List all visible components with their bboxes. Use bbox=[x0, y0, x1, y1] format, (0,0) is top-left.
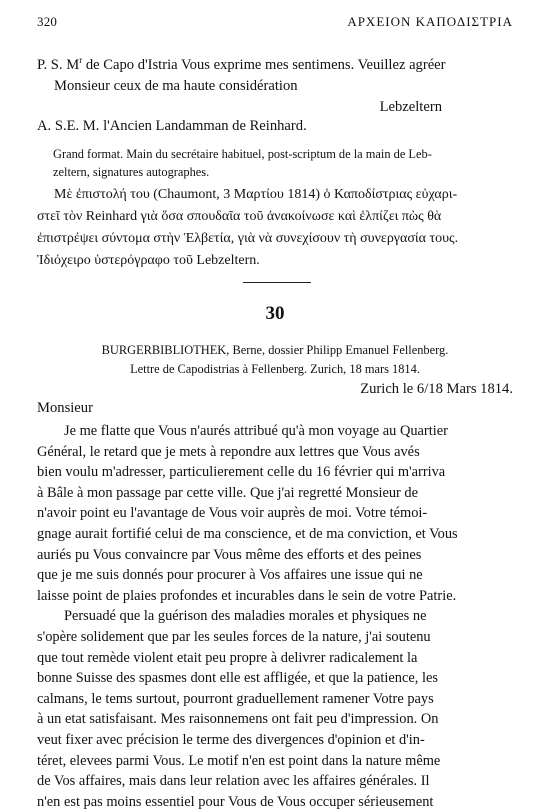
section-divider bbox=[243, 282, 311, 283]
running-header bbox=[37, 14, 513, 30]
addressee-line: A. S.E. M. l'Ancien Landamman de Reinhard. bbox=[37, 118, 307, 134]
page-number: 320 bbox=[37, 14, 58, 29]
body-line: à un etat satisfaisant. Mes raisonnemens ont fait peu d'impression. On bbox=[37, 711, 439, 728]
signature: Lebzeltern bbox=[379, 98, 442, 115]
body-line: s'opère solidement que par les seules forces de la nature, j'ai soutenu bbox=[37, 628, 431, 645]
postscript-line: Monsieur ceux de ma haute considération bbox=[54, 77, 298, 94]
greek-line: ἐπιστρέψει σύντομα στὴν Ἑλβετία, γιὰ νὰ συνεχίσουν τὴ συνεργασία τους. bbox=[37, 231, 459, 246]
greek-line: Ἰδιόχειρο ὑστερόγραφο τοῦ Lebzeltern. bbox=[37, 253, 260, 268]
body-line: laisse point de plaies profondes et incurables dans le sein de votre Patrie. bbox=[37, 587, 457, 604]
body-line: que tout remède violent etait peu propre à delivrer radicalement la bbox=[37, 649, 418, 666]
greek-line: Μὲ ἐπιστολή του (Chaumont, 3 Μαρτίου 1814) ὁ Καποδίστριας εὐχαρι- bbox=[54, 187, 458, 202]
note-line: zeltern, signatures autographes. bbox=[53, 165, 210, 179]
body-line: de Vos affaires, mais dans leur relation avec les affaires générales. Il bbox=[37, 773, 430, 790]
document-number: 30 bbox=[265, 303, 285, 324]
postscript-line: P. S. $M^r$ de Capo d'Istria Vous exprime mes sentimens. Veuillez agréer bbox=[37, 55, 446, 73]
body-line: bien voulu m'adresser, particulierement celle du 16 février qui m'arriva bbox=[37, 464, 446, 481]
source-reference bbox=[0, 341, 550, 379]
postscript bbox=[37, 50, 520, 118]
source-line: Lettre de Capodistrias à Fellenberg. Zurich, 18 mars 1814. bbox=[130, 362, 420, 376]
salutation: Monsieur bbox=[37, 400, 93, 416]
body-line: que je me suis donnés pour procurer à Vos affaires une issue qui ne bbox=[37, 567, 423, 584]
body-line: à Bâle à mon passage par cette ville. Que j'ai regretté Monsieur de bbox=[37, 484, 418, 501]
letter-date: Zurich le 6/18 Mars 1814. bbox=[360, 381, 513, 397]
body-line: gnage aurait fortifié celui de ma conscience, et de ma conviction, et Vous bbox=[37, 525, 458, 542]
greek-summary bbox=[37, 184, 520, 272]
source-line: BURGERBIBLIOTHEK, Berne, dossier Philipp Emanuel Fellenberg. bbox=[101, 343, 449, 357]
letter-body bbox=[37, 421, 520, 812]
body-line: auriés pu Vous convaincre par Vous même des efforts et des peines bbox=[37, 546, 422, 563]
body-line: Je me flatte que Vous n'aurés attribué qu'à mon voyage au Quartier bbox=[64, 423, 448, 439]
body-line: veut fixer avec précision le terme des divergences d'opinion et d'in- bbox=[37, 731, 425, 748]
body-line: téret, elevees parmi Vous. Le motif n'en est point dans la nature même bbox=[37, 752, 441, 769]
body-line: Général, le retard que je mets à repondre aux lettres que Vous avés bbox=[37, 443, 420, 460]
body-line: n'en est pas moins essentiel pour Vous de Vous occuper sérieusement bbox=[37, 793, 434, 810]
note-line: Grand format. Main du secrétaire habituel, post-scriptum de la main de Leb- bbox=[53, 147, 432, 161]
body-line: Persuadé que la guérison des maladies morales et physiques ne bbox=[64, 608, 427, 625]
running-title: ΑΡΧΕΙΟΝ ΚΑΠΟΔΙΣΤΡΙΑ bbox=[347, 14, 513, 29]
archival-note bbox=[37, 145, 520, 181]
body-line: calmans, le tems surtout, pourront graduellement ramener Votre pays bbox=[37, 690, 434, 707]
body-line: bonne Suisse des spasmes dont elle est affligée, et que la patience, les bbox=[37, 670, 438, 687]
greek-line: στεῖ τὸν Reinhard γιὰ ὅσα σπουδαῖα τοῦ ἀνακοίνωσε καὶ ἐλπίζει πὼς θὰ bbox=[37, 209, 442, 224]
body-line: n'avoir point eu l'avantage de Vous voir auprès de moi. Votre témoi- bbox=[37, 505, 428, 522]
